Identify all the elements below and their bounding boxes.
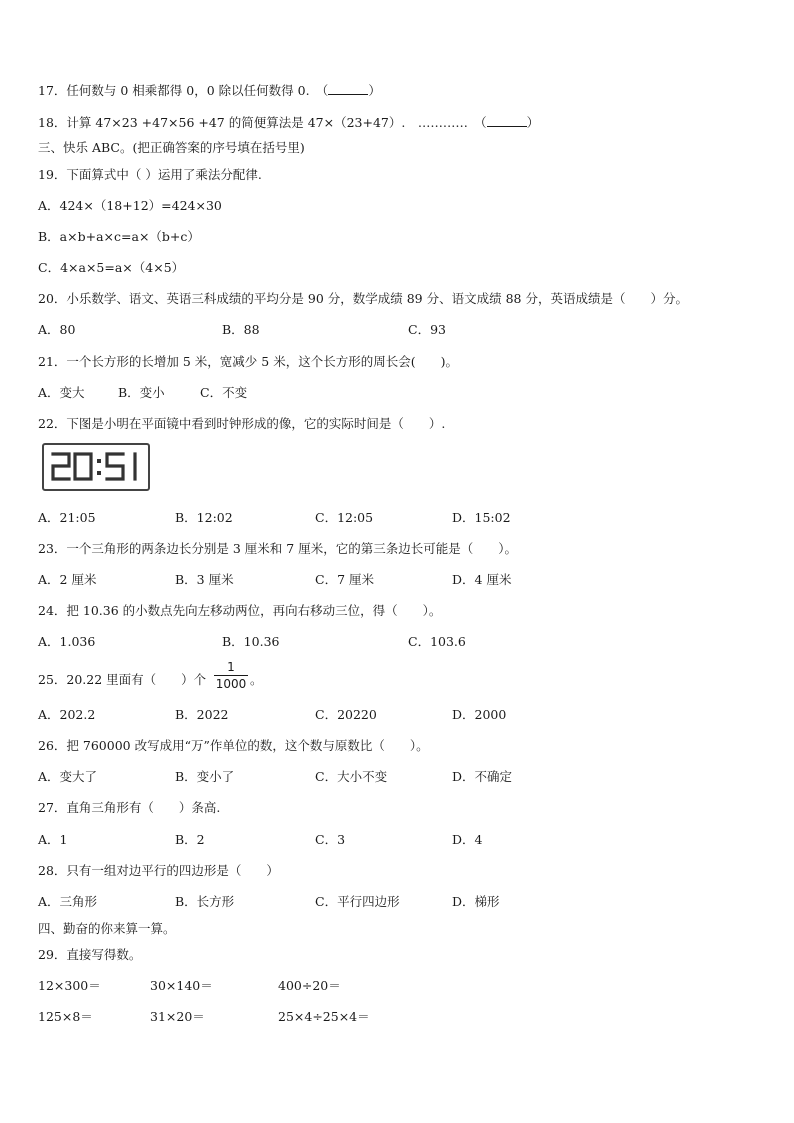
question-25-stem: 25．20.22 里面有（ ）个 [38,672,207,687]
question-23-option-b[interactable]: B．3 厘米 [175,572,234,587]
question-25-option-c[interactable]: C．20220 [315,707,377,722]
question-23-stem: 23．一个三角形的两条边长分别是 3 厘米和 7 厘米，它的第三条边长可能是（ ）。 [38,541,517,556]
question-19-stem: 19．下面算式中（ ）运用了乘法分配律. [38,167,262,182]
calc-item[interactable]: 30×140＝ [150,978,213,993]
question-24-option-b[interactable]: B．10.36 [222,634,280,649]
question-23-option-a[interactable]: A．2 厘米 [38,572,97,587]
answer-blank[interactable] [328,83,368,95]
section-3-heading: 三、快乐 ABC。(把正确答案的序号填在括号里) [38,140,305,155]
question-22-option-c[interactable]: C．12:05 [315,510,374,525]
question-25-option-d[interactable]: D．2000 [452,707,507,722]
question-28-option-c[interactable]: C．平行四边形 [315,894,400,909]
question-20-stem: 20．小乐数学、语文、英语三科成绩的平均分是 90 分，数学成绩 89 分、语文成绩 88 分，英语成绩是（ ）分。 [38,291,688,306]
question-17: 17．任何数与 0 相乘都得 0，0 除以任何数得 0. （ ） [38,83,381,98]
question-21-option-b[interactable]: B．变小 [118,385,165,400]
question-22-stem: 22．下图是小明在平面镜中看到时钟形成的像，它的实际时间是（ ）. [38,416,446,431]
question-24-option-c[interactable]: C．103.6 [408,634,466,649]
question-27-option-c[interactable]: C．3 [315,832,346,847]
mirror-clock-image [42,443,150,491]
question-26-option-d[interactable]: D．不确定 [452,769,513,784]
question-27-option-b[interactable]: B．2 [175,832,205,847]
calc-item[interactable]: 12×300＝ [38,978,101,993]
question-21-stem: 21．一个长方形的长增加 5 米，宽减少 5 米，这个长方形的周长会( )。 [38,354,458,369]
question-25-tail: 。 [250,672,263,687]
question-27-stem: 27．直角三角形有（ ）条高. [38,800,221,815]
question-18: 18．计算 47×23 +47×56 +47 的简便算法是 47×（23+47）. ………… （ ） [38,115,540,130]
calc-item[interactable]: 400÷20＝ [278,978,341,993]
question-29-stem: 29．直接写得数。 [38,947,142,962]
question-22-option-b[interactable]: B．12:02 [175,510,233,525]
question-19-option-b[interactable]: B．a×b+a×c=a×（b+c） [38,229,200,244]
question-19-option-a[interactable]: A．424×（18+12）=424×30 [38,198,222,213]
question-25-option-a[interactable]: A．202.2 [38,707,96,722]
question-19-option-c[interactable]: C．4×a×5=a×（4×5） [38,260,185,275]
question-26-option-b[interactable]: B．变小了 [175,769,235,784]
question-26-stem: 26．把 760000 改写成用“万”作单位的数，这个数与原数比（ ）。 [38,738,429,753]
question-20-option-b[interactable]: B．88 [222,322,260,337]
answer-blank[interactable] [487,115,527,127]
question-28-stem: 28．只有一组对边平行的四边形是（ ） [38,863,279,878]
question-21-option-c[interactable]: C．不变 [200,385,248,400]
question-25-option-b[interactable]: B．2022 [175,707,229,722]
question-23-option-c[interactable]: C．7 厘米 [315,572,374,587]
calc-item[interactable]: 31×20＝ [150,1009,205,1024]
digital-clock-digits [44,445,148,489]
question-20-option-a[interactable]: A．80 [38,322,76,337]
question-28-option-d[interactable]: D．梯形 [452,894,500,909]
fraction-bar [214,675,248,676]
question-22-option-a[interactable]: A．21:05 [38,510,96,525]
question-20-option-c[interactable]: C．93 [408,322,446,337]
question-27-option-a[interactable]: A．1 [38,832,68,847]
question-27-option-d[interactable]: D．4 [452,832,483,847]
question-26-option-a[interactable]: A．变大了 [38,769,98,784]
calc-item[interactable]: 25×4÷25×4＝ [278,1009,370,1024]
question-26-option-c[interactable]: C．大小不变 [315,769,388,784]
question-24-stem: 24．把 10.36 的小数点先向左移动两位，再向右移动三位，得（ ）。 [38,603,442,618]
question-28-option-a[interactable]: A．三角形 [38,894,98,909]
calc-item[interactable]: 125×8＝ [38,1009,93,1024]
fraction-one-thousandth: 1 1000 [215,660,247,691]
question-24-option-a[interactable]: A．1.036 [38,634,96,649]
question-28-option-b[interactable]: B．长方形 [175,894,235,909]
question-22-option-d[interactable]: D．15:02 [452,510,511,525]
question-21-option-a[interactable]: A．变大 [38,385,85,400]
section-4-heading: 四、勤奋的你来算一算。 [38,921,176,936]
question-23-option-d[interactable]: D．4 厘米 [452,572,512,587]
